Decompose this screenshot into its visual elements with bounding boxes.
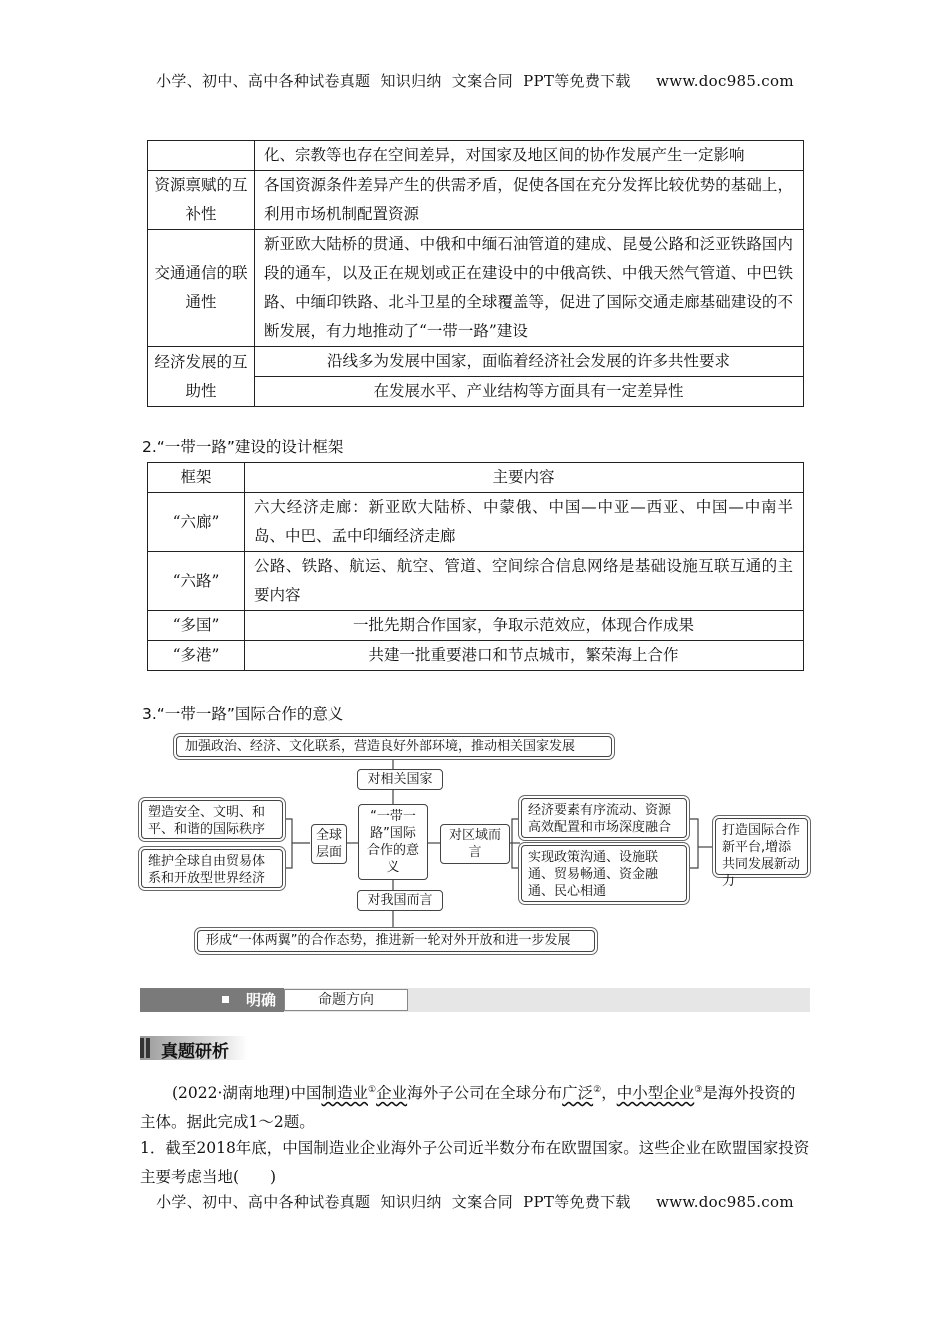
table-cell-value: 在发展水平、产业结构等方面具有一定差异性 xyxy=(255,377,804,407)
banner-left-label: 明确 xyxy=(246,991,277,1009)
page-footer: 小学、初中、高中各种试卷真题 知识归纳 文案合同 PPT等免费下载 www.doc985.com xyxy=(156,1193,794,1211)
passage-underlined: 企业 xyxy=(376,1084,408,1103)
diagram-label-related: 对相关国家 xyxy=(357,769,443,790)
square-icon xyxy=(222,996,229,1003)
diagram-box-global-a: 塑造安全、文明、和平、和谐的国际秩序 xyxy=(141,800,283,839)
table-cell-value: 新亚欧大陆桥的贯通、中俄和中缅石油管道的建成、昆曼公路和泛亚铁路国内段的通车，以及正在规划或正在建设中的中俄高铁、中俄天然气管道、中巴铁路、中缅印铁路、北斗卫星的全球覆盖等，促进了国际交通走廊基础建设的不断发展，有力地推动了“一带一路”建设 xyxy=(255,230,804,347)
diagram-center: “一带一路”国际合作的意义 xyxy=(358,804,428,880)
passage-source: (2022·湖南地理) xyxy=(172,1084,291,1103)
banner-right: 命题方向 xyxy=(284,989,408,1011)
passage-underlined: 制造业 xyxy=(321,1084,368,1103)
footnote-mark: ① xyxy=(368,1085,377,1095)
passage-underlined: 广泛 xyxy=(562,1084,594,1103)
passage-text: ， xyxy=(601,1084,617,1103)
table-header-cell: 主要内容 xyxy=(245,463,804,493)
passage-text: 中国 xyxy=(290,1084,322,1103)
table-cell-value: 公路、铁路、航运、航空、管道、空间综合信息网络是基础设施互联互通的主要内容 xyxy=(245,552,804,611)
passage-underlined: 中小型企业 xyxy=(616,1084,695,1103)
footnote-mark: ② xyxy=(593,1085,602,1095)
section-heading-label: 真题研析 xyxy=(161,1042,229,1062)
table-cell-key: “六路” xyxy=(148,552,245,611)
bar-icon xyxy=(146,1038,150,1058)
diagram-label-china: 对我国而言 xyxy=(357,890,443,911)
diagram-box-region-b: 实现政策沟通、设施联通、贸易畅通、资金融通、民心相通 xyxy=(521,845,687,902)
passage-text: 是海外投资的主体。据此完成1～2题。 xyxy=(140,1084,796,1132)
banner-left xyxy=(140,988,284,1012)
page-header: 小学、初中、高中各种试卷真题 知识归纳 文案合同 PPT等免费下载 www.doc985.com xyxy=(156,72,794,90)
diagram-label-region: 对区域而言 xyxy=(440,824,510,864)
table-cell-key: “多港” xyxy=(148,641,245,671)
diagram-label-global: 全球层面 xyxy=(311,824,347,864)
table-cell-key: 经济发展的互助性 xyxy=(148,347,255,407)
table-cell-value: 共建一批重要港口和节点城市，繁荣海上合作 xyxy=(245,641,804,671)
table-cell-value: 六大经济走廊：新亚欧大陆桥、中蒙俄、中国—中亚—西亚、中国—中南半岛、中巴、孟中印缅经济走廊 xyxy=(245,493,804,552)
table-cell-value: 化、宗教等也存在空间差异，对国家及地区间的协作发展产生一定影响 xyxy=(255,141,804,171)
diagram-box-china-effect: 形成“一体两翼”的合作态势，推进新一轮对外开放和进一步发展 xyxy=(197,930,595,952)
footnote-mark: ③ xyxy=(694,1085,703,1095)
diagram-box-region-a: 经济要素有序流动、资源高效配置和市场深度融合 xyxy=(521,798,687,838)
diagram-box-region-result: 打造国际合作新平台,增添共同发展新动力 xyxy=(715,818,808,875)
section-title-framework: 2.“一带一路”建设的设计框架 xyxy=(142,438,344,456)
passage-text: 海外子公司在全球分布 xyxy=(407,1084,563,1103)
question-1: 1．截至2018年底，中国制造业企业海外子公司近半数分布在欧盟国家。这些企业在欧盟国家投资主要考虑当地( ) xyxy=(140,1139,810,1186)
table-cell-key: 交通通信的联通性 xyxy=(148,230,255,347)
table-cell-key: 资源禀赋的互补性 xyxy=(148,171,255,230)
section-title-significance: 3.“一带一路”国际合作的意义 xyxy=(142,705,344,723)
table-header-cell: 框架 xyxy=(148,463,245,493)
table-cell-value: 一批先期合作国家，争取示范效应，体现合作成果 xyxy=(245,611,804,641)
bar-icon xyxy=(140,1038,144,1058)
table-cell-value: 各国资源条件差异产生的供需矛盾，促使各国在充分发挥比较优势的基础上，利用市场机制配置资源 xyxy=(255,171,804,230)
table-cell-value: 沿线多为发展中国家，面临着经济社会发展的许多共性要求 xyxy=(255,347,804,377)
table-cell-key: “六廊” xyxy=(148,493,245,552)
banner-direction xyxy=(140,988,810,1012)
diagram-box-global-b: 维护全球自由贸易体系和开放型世界经济 xyxy=(141,849,283,888)
passage xyxy=(140,1076,810,1137)
diagram-box-related-effect: 加强政治、经济、文化联系，营造良好外部环境，推动相关国家发展 xyxy=(176,736,612,757)
section-heading-zt xyxy=(140,1036,248,1060)
table-cell-key: “多国” xyxy=(148,611,245,641)
